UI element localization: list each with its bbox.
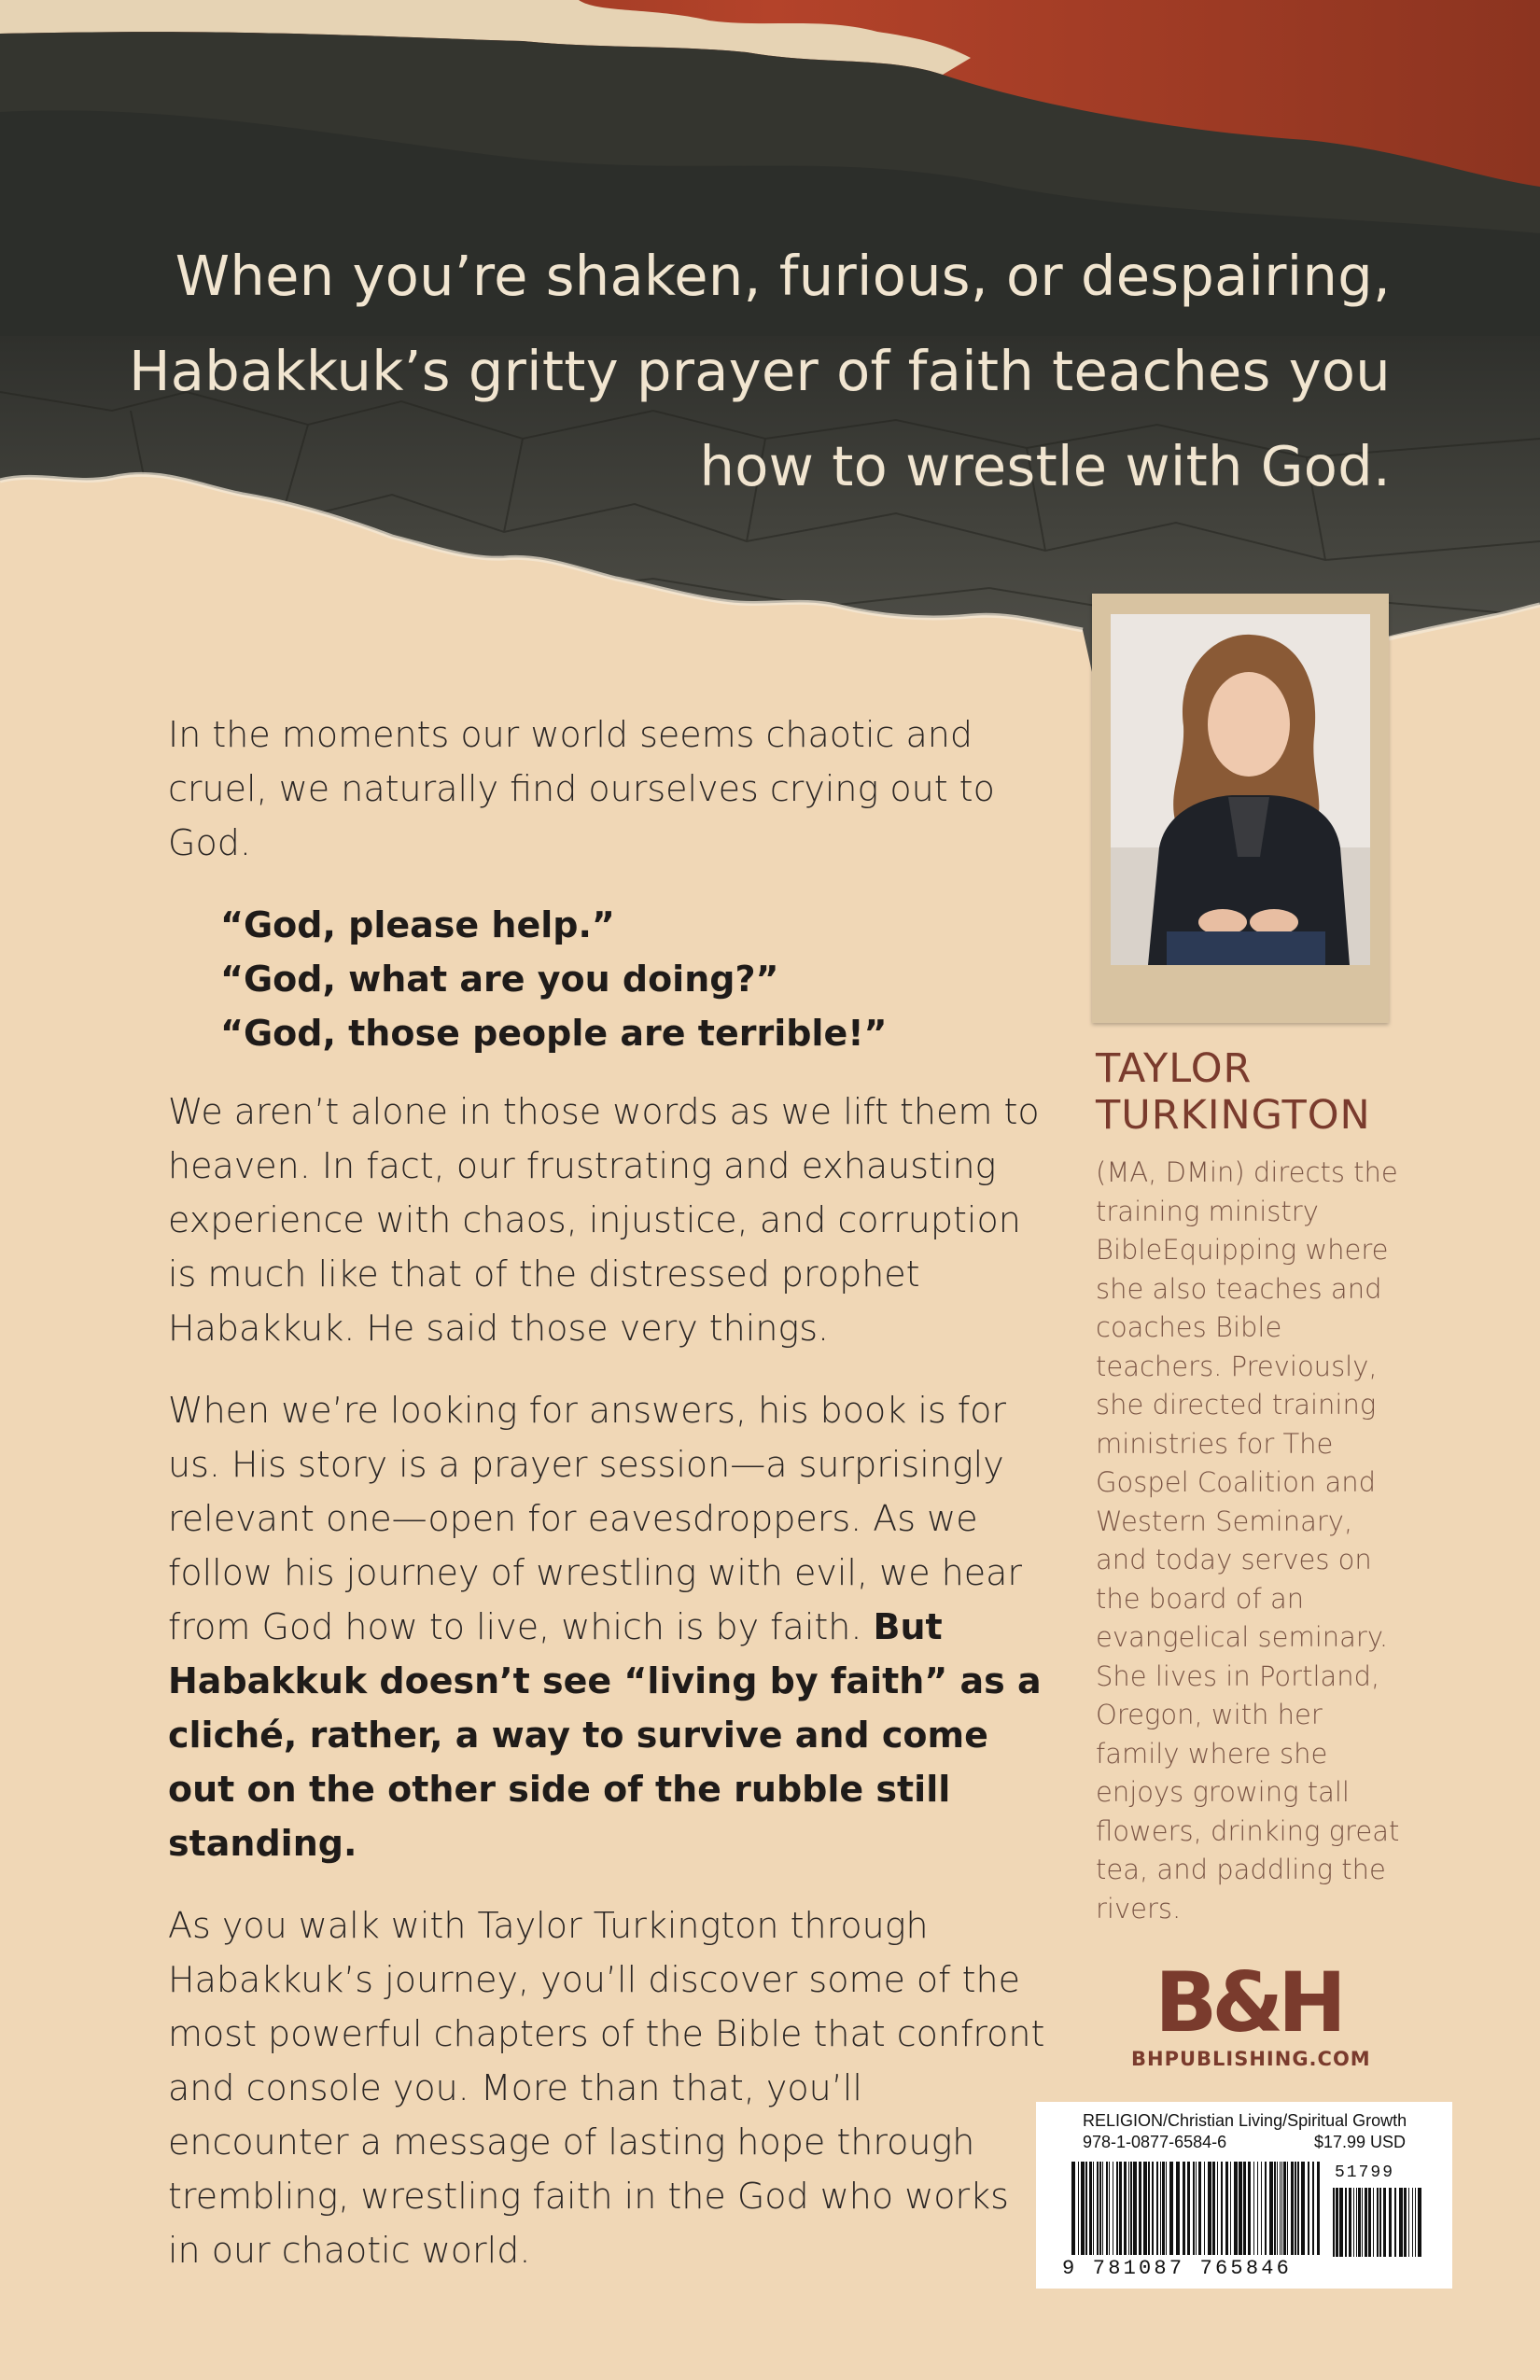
barcode-bar <box>1317 2162 1320 2255</box>
book-description <box>168 707 1045 2305</box>
barcode-bar <box>1308 2162 1309 2255</box>
barcode-bar <box>1269 2162 1273 2255</box>
bisac-category: RELIGION/Christian Living/Spiritual Growth <box>1083 2111 1407 2130</box>
barcode-bar <box>1257 2162 1258 2255</box>
quote-line: “God, what are you doing?” <box>220 959 779 1000</box>
barcode-bar <box>1099 2162 1101 2255</box>
barcode-bar <box>1093 2162 1094 2255</box>
barcode-bar <box>1312 2162 1314 2255</box>
paragraph-three-bold: But Habakkuk doesn’t see “living by faith” as a cliché, rather, a way to survive and come out on the other side of the rubble still standing. <box>168 1606 1042 1864</box>
barcode-bar <box>1349 2188 1351 2257</box>
paragraph-two: We aren’t alone in those words as we lift them to heaven. In fact, our frustrating and exhausting experience with chaos, injustice, and corruption is much like that of the distressed prophet Habakkuk. He said those very things. <box>168 1091 1040 1349</box>
barcode-bar <box>1130 2162 1132 2255</box>
barcode-bar <box>1274 2162 1276 2255</box>
barcode-bar <box>1336 2188 1338 2257</box>
barcode-bar <box>1169 2162 1173 2255</box>
barcode-bar <box>1418 2188 1421 2257</box>
barcode-bar <box>1133 2162 1137 2255</box>
barcode-bar <box>1365 2188 1367 2257</box>
barcode-bar <box>1152 2162 1154 2255</box>
barcode-bar <box>1239 2162 1242 2255</box>
barcode-bar <box>1089 2162 1092 2255</box>
quote-line: “God, those people are terrible!” <box>220 1013 888 1054</box>
barcode-bar <box>1176 2162 1180 2255</box>
quote-line: “God, please help.” <box>220 904 615 945</box>
barcode-bar <box>1415 2188 1416 2257</box>
barcode-bar <box>1193 2162 1195 2255</box>
barcode-bar <box>1156 2162 1158 2255</box>
barcode-bar <box>1221 2162 1223 2255</box>
barcode-bar <box>1162 2162 1165 2255</box>
barcode-bar <box>1412 2188 1413 2257</box>
barcode-bar <box>1212 2162 1215 2255</box>
intro-paragraph: In the moments our world seems chaotic and cruel, we naturally find ourselves crying out to God. <box>168 714 995 863</box>
barcode-bar <box>1295 2162 1296 2255</box>
barcode-bar <box>1399 2188 1403 2257</box>
publisher-url: BHPUBLISHING.COM <box>1131 2048 1371 2070</box>
barcode-bar <box>1265 2162 1267 2255</box>
barcode-bar <box>1085 2162 1087 2255</box>
barcode-bar <box>1198 2162 1201 2255</box>
barcode-bar <box>1078 2162 1079 2255</box>
barcode-bar <box>1243 2162 1246 2255</box>
barcode-bar <box>1394 2188 1396 2257</box>
barcode-bar <box>1389 2188 1392 2257</box>
barcode-bar <box>1217 2162 1218 2255</box>
barcode-bar <box>1297 2162 1299 2255</box>
barcode-bar <box>1166 2162 1167 2255</box>
barcode-bar <box>1109 2162 1110 2255</box>
barcode-bar <box>1253 2162 1254 2255</box>
cover-tagline <box>84 229 1391 514</box>
barcode-bar <box>1379 2188 1381 2257</box>
barcode-bar <box>1139 2162 1141 2255</box>
quoted-prayers <box>168 898 1045 1060</box>
author-last-name: TURKINGTON <box>1096 1092 1371 1139</box>
author-portrait <box>1111 614 1370 965</box>
barcode-bar <box>1225 2162 1228 2255</box>
barcode-bar <box>1339 2188 1343 2257</box>
author-name <box>1096 1045 1371 1139</box>
price: $17.99 USD <box>1313 2133 1406 2151</box>
barcode-bar <box>1196 2162 1197 2255</box>
barcode-bar <box>1119 2162 1122 2255</box>
author-first-name: TAYLOR <box>1096 1045 1253 1092</box>
barcode-bar <box>1187 2162 1190 2255</box>
barcode-bar <box>1283 2162 1286 2255</box>
barcode-bar <box>1208 2162 1211 2255</box>
barcode-bar <box>1404 2188 1407 2257</box>
barcode-bar <box>1248 2162 1251 2255</box>
barcode-bar <box>1358 2188 1361 2257</box>
barcode-bar <box>1116 2162 1118 2255</box>
publisher-logo <box>1131 1954 1371 2070</box>
barcode-bar <box>1281 2162 1282 2255</box>
author-photo <box>1111 614 1370 965</box>
author-bio: (MA, DMin) directs the training ministry BibleEquipping where she also teaches and coaches Bible teachers. Previously, she directed training ministries for The Gospel Coalition and Western Seminary, and today serves on the board of an evangelical seminary. She lives in Portland, Oregon, with her family where she enjoys growing tall flowers, drinking great tea, and paddling the rivers. <box>1096 1156 1400 1925</box>
barcode-bar <box>1280 2162 1281 2255</box>
barcode-bar <box>1183 2162 1185 2255</box>
barcode-bar <box>1277 2162 1278 2255</box>
barcode-bar <box>1333 2188 1335 2257</box>
barcode-bar <box>1230 2162 1231 2255</box>
publisher-mark: B&H <box>1155 1954 1341 2051</box>
barcode-bar <box>1128 2162 1129 2255</box>
paragraph-three-regular: When we’re looking for answers, his book is for us. His story is a prayer session—a surprisingly relevant one—open for eavesdroppers. As we follow his journey of wrestling with evil, we hear from God how to live, which is by faith. <box>168 1390 1023 1647</box>
isbn-barcode <box>1071 2162 1323 2255</box>
price-addon-number: 51799 <box>1335 2163 1395 2182</box>
barcode-bar <box>1081 2162 1085 2255</box>
barcode-bar <box>1356 2188 1357 2257</box>
paragraph-four: As you walk with Taylor Turkington through Habakkuk’s journey, you’ll discover some of the most powerful chapters of the Bible that confront and console you. More than that, you’ll encounter a message of lasting hope through trembling, wrestling faith in the God who works in our chaotic world. <box>168 1905 1045 2271</box>
barcode-bar <box>1148 2162 1150 2255</box>
tagline-line-2: Habakkuk’s gritty prayer of faith teaches you <box>129 339 1391 403</box>
barcode-bar <box>1160 2162 1161 2255</box>
price-addon-barcode <box>1333 2188 1426 2257</box>
barcode-bar <box>1301 2162 1305 2255</box>
barcode-digits: 9 781087 765846 <box>1062 2257 1293 2280</box>
barcode-bar <box>1362 2188 1363 2257</box>
barcode-bar <box>1071 2162 1075 2255</box>
barcode-bar <box>1291 2162 1294 2255</box>
barcode-bar <box>1097 2162 1099 2255</box>
author-photo-frame <box>1092 594 1389 1023</box>
barcode-bar <box>1383 2188 1386 2257</box>
barcode-bar <box>1345 2188 1347 2257</box>
tagline-line-3: how to wrestle with God. <box>699 434 1391 498</box>
barcode-bar <box>1102 2162 1103 2255</box>
barcode-bar <box>1353 2188 1354 2257</box>
barcode-bar <box>1287 2162 1288 2255</box>
barcode-bar <box>1377 2188 1379 2257</box>
isbn-number: 978-1-0877-6584-6 <box>1083 2133 1227 2151</box>
barcode-bar <box>1261 2162 1262 2255</box>
barcode-bar <box>1234 2162 1238 2255</box>
paragraph-three <box>168 1383 1045 1870</box>
barcode-bar <box>1204 2162 1205 2255</box>
barcode-bar <box>1368 2188 1371 2257</box>
barcode-bar <box>1124 2162 1127 2255</box>
barcode-bar <box>1143 2162 1147 2255</box>
barcode-bar <box>1106 2162 1108 2255</box>
barcode-bar <box>1373 2188 1374 2257</box>
barcode-box <box>1036 2102 1452 2289</box>
barcode-bar <box>1408 2188 1409 2257</box>
tagline-line-1: When you’re shaken, furious, or despairing, <box>175 244 1391 308</box>
